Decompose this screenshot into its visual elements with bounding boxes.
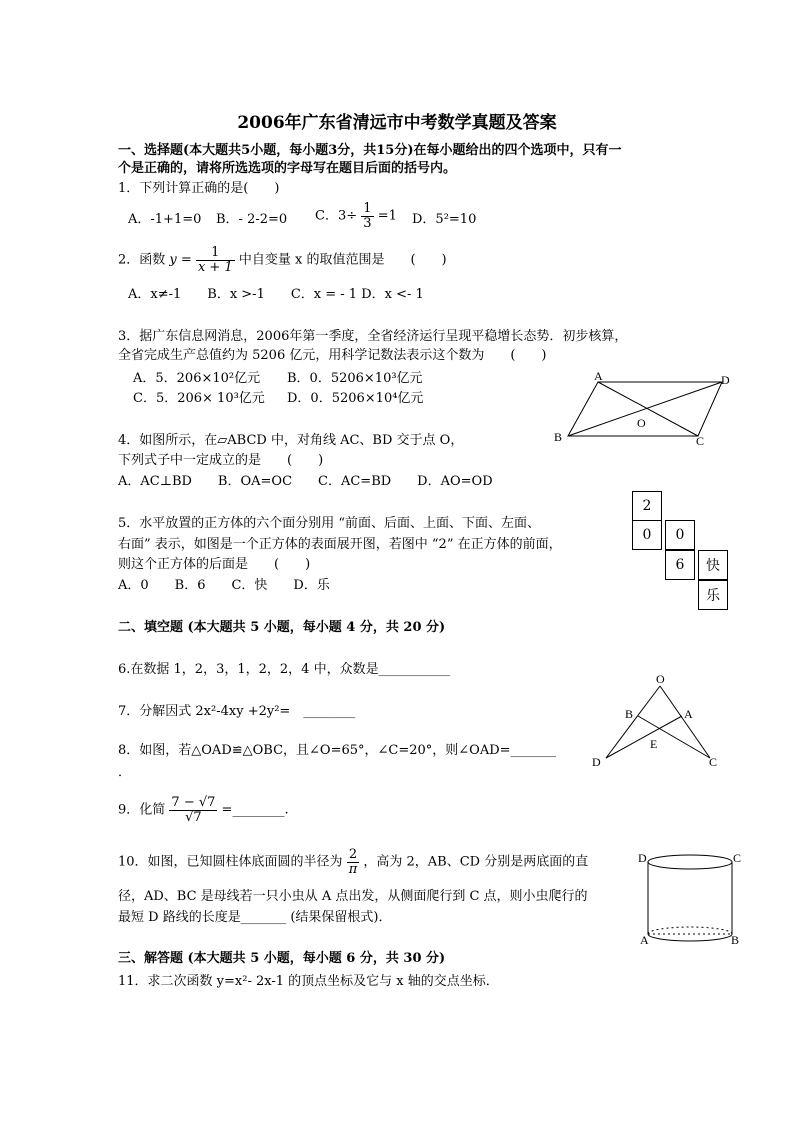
parallelogram-figure (550, 370, 740, 450)
q1-stem: 1．下列计算正确的是( ) (118, 181, 280, 196)
section1-header-line1: 一、选择题(本大题共5小题，每小题3分，共15分)在每小题给出的四个选项中，只有一 (118, 143, 622, 158)
cube-net-figure (632, 491, 732, 615)
q1-option-a: A．-1+1=0 (128, 212, 202, 227)
parallelogram-label-o: O (637, 416, 646, 430)
cube-net-cell: 快 (698, 550, 728, 580)
triangles-label-o: O (656, 672, 665, 686)
q10-fraction (347, 848, 360, 877)
cylinder-figure (636, 848, 744, 948)
q4-line1: 4．如图所示，在▱ABCD 中，对角线 AC、BD 交于点 O， (118, 433, 464, 448)
cube-net-cell: 2 (632, 491, 662, 521)
q9 (118, 796, 289, 825)
q1-option-c (315, 202, 397, 231)
cylinder-label-c: C (733, 851, 742, 865)
section2-header: 二、填空题 (本大题共 5 小题，每小题 4 分，共 20 分) (118, 620, 446, 635)
q1-option-b: B．- 2-2=0 (216, 212, 288, 227)
q5-line2: 右面” 表示，如图是一个正方体的表面展开图，若图中 “2” 在正方体的前面， (118, 537, 562, 552)
q2-y: y = (169, 252, 192, 268)
triangles-label-e: E (650, 737, 658, 751)
parallelogram-label-a: A (594, 370, 603, 383)
q8-line1: 8．如图，若△OAD≌△OBC，且∠O=65°，∠C=20°，则∠OAD=_______ (118, 743, 557, 758)
cube-net-cell: 0 (632, 520, 662, 550)
parallelogram-label-d: D (721, 373, 730, 387)
q1-option-c-pre: C．3÷ (315, 208, 358, 224)
triangles-figure (588, 672, 728, 772)
cylinder-label-b: B (731, 933, 740, 947)
cylinder-label-d: D (638, 851, 647, 865)
q5-line3: 则这个正方体的后面是 ( ) (118, 557, 311, 572)
q10-numerator: 2 (347, 848, 360, 863)
q5-options: A．0 B．6 C．快 D．乐 (118, 578, 330, 593)
q10-denominator: π (348, 862, 358, 877)
cylinder-label-a: A (640, 933, 649, 947)
q3-line2: 全省完成生产总值约为 5206 亿元，用科学记数法表示这个数为 ( ) (118, 348, 547, 363)
q2-pre: 2．函数 (118, 252, 166, 268)
cube-net-cell: 0 (665, 520, 695, 550)
triangles-label-b: B (625, 707, 634, 721)
page-title: 2006年广东省清远市中考数学真题及答案 (237, 113, 557, 133)
q4-line2: 下列式子中一定成立的是 ( ) (118, 453, 324, 468)
q10-line3: 最短 D 路线的长度是_______ (结果保留根式)． (118, 910, 392, 925)
triangles-label-a: A (684, 707, 693, 721)
q2-numerator: 1 (196, 246, 235, 261)
q2-post: 中自变量 x 的取值范围是 ( ) (238, 252, 447, 268)
q9-fraction (169, 796, 217, 825)
q2-denominator: x + 1 (197, 260, 233, 275)
q11: 11．求二次函数 y=x²- 2x-1 的顶点坐标及它与 x 轴的交点坐标． (118, 974, 499, 989)
q1-option-c-post: =1 (377, 208, 397, 224)
q5-line1: 5．水平放置的正方体的六个面分别用 “前面、后面、上面、下面、左面、 (118, 516, 541, 531)
q3-option-c: C．5．206× 10³亿元 (133, 391, 265, 406)
q3-option-d: D．0．5206×10⁴亿元 (287, 391, 424, 406)
q8-line2: ． (118, 765, 132, 780)
q10-line1 (118, 848, 588, 877)
q10-post: ，高为 2，AB、CD 分别是两底面的直 (363, 854, 589, 870)
q7: 7．分解因式 2x²-4xy +2y²= ________ (118, 704, 356, 719)
q1-option-c-numerator: 1 (363, 201, 372, 216)
section3-header: 三、解答题 (本大题共 5 小题，每小题 6 分，共 30 分) (118, 951, 446, 966)
section1-header-line2: 个是正确的，请将所选选项的字母写在题目后面的括号内。 (118, 161, 457, 176)
parallelogram-label-c: C (696, 434, 705, 448)
q4-options: A．AC⊥BD B．OA=OC C．AC=BD D．AO=OD (118, 474, 493, 489)
q3-line1: 3．据广东信息网消息，2006年第一季度，全省经济运行呈现平稳增长态势．初步核算， (118, 329, 628, 344)
q9-post: =________. (221, 802, 289, 818)
triangles-label-c: C (709, 755, 718, 769)
cube-net-cell: 乐 (698, 580, 728, 610)
q10-line2: 径，AD、BC 是母线若一只小虫从 A 点出发，从侧面爬行到 C 点，则小虫爬行的 (118, 889, 588, 904)
q2-fraction (196, 246, 235, 275)
cube-net-cell: 6 (665, 550, 695, 580)
q3-option-a: A．5．206×10²亿元 (133, 371, 261, 386)
q1-option-c-fraction (361, 202, 373, 231)
q1-option-d: D．5²=10 (412, 212, 477, 227)
q9-pre: 9．化简 (118, 802, 166, 818)
triangles-label-d: D (592, 755, 601, 769)
q10-pre: 10．如图，已知圆柱体底面圆的半径为 (118, 854, 343, 870)
q3-option-b: B．0．5206×10³亿元 (287, 371, 423, 386)
q6: 6.在数据 1，2，3，1，2，2，4 中，众数是___________ (118, 662, 451, 677)
q9-denominator: √7 (185, 810, 202, 825)
q2-options: A．x≠-1 B．x >-1 C．x = - 1 D．x <- 1 (128, 287, 424, 302)
q9-numerator: 7 − √7 (171, 795, 216, 810)
q2-stem (118, 246, 447, 275)
parallelogram-label-b: B (554, 430, 563, 444)
q1-option-c-denominator: 3 (363, 216, 372, 231)
